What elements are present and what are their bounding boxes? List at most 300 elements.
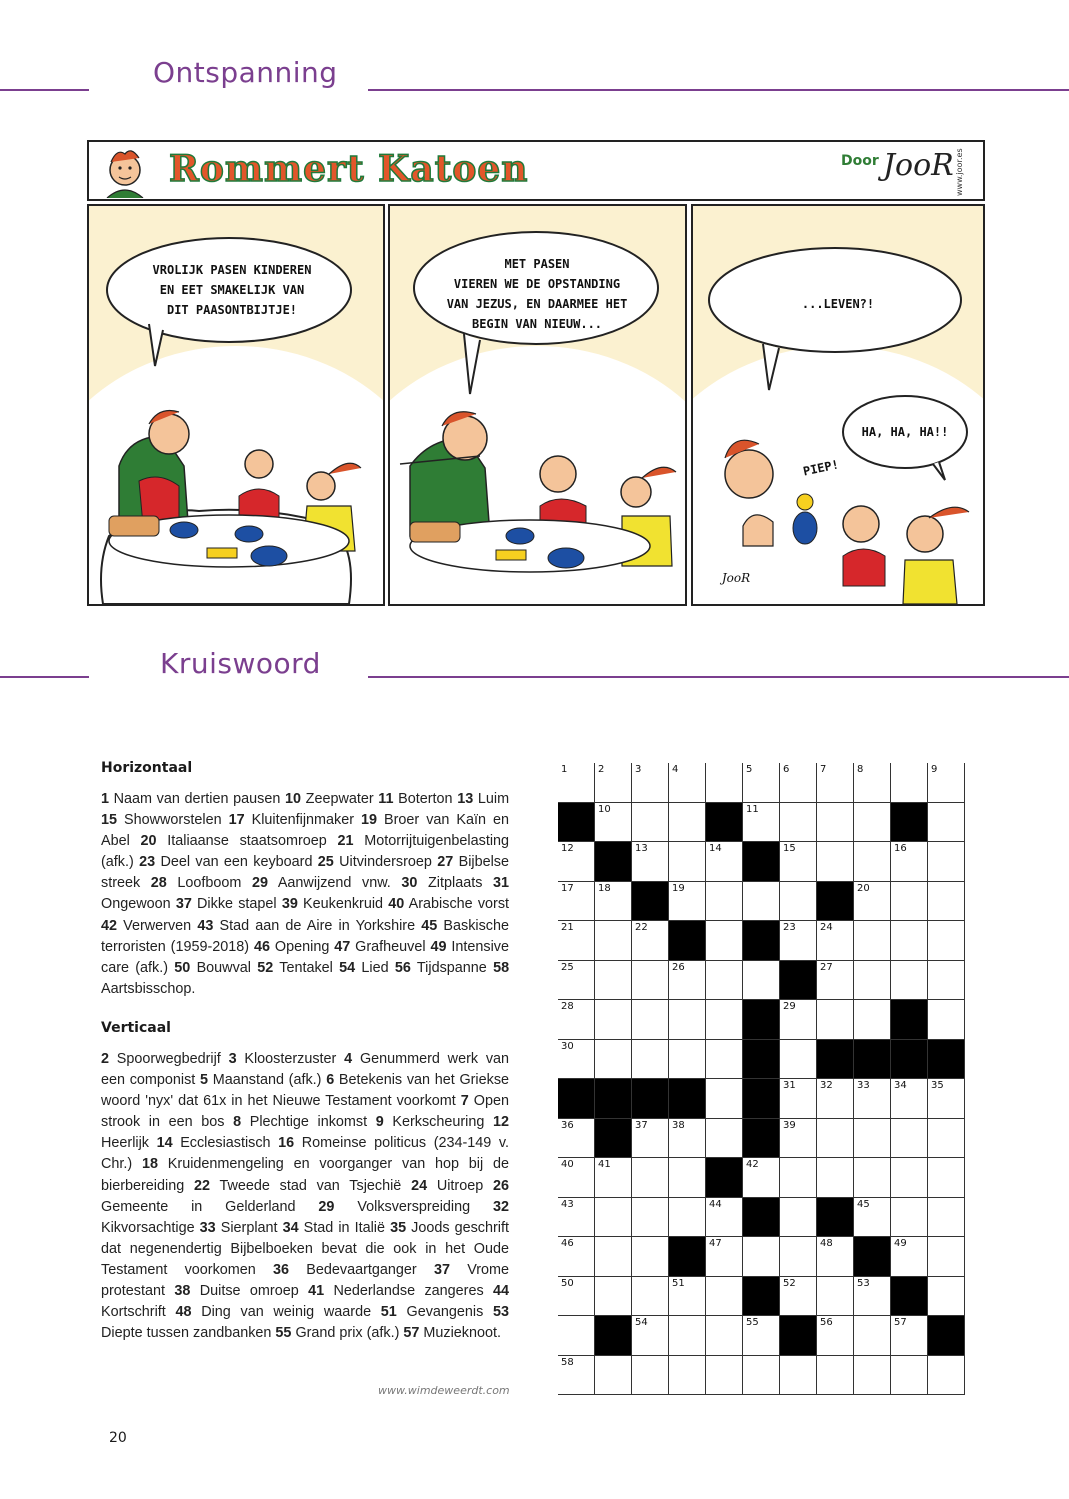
clues-vertical-title: Verticaal	[101, 1020, 171, 1036]
clue-number: 52	[257, 959, 274, 976]
crossword-cell[interactable]	[595, 1277, 632, 1317]
clue-text: Verwerven	[123, 917, 192, 934]
clue-text: Uitvindersroep	[339, 854, 432, 871]
crossword-cell[interactable]	[928, 1277, 965, 1317]
crossword-cell[interactable]	[669, 961, 706, 1001]
crossword-cell[interactable]	[817, 1119, 854, 1159]
crossword-cell[interactable]	[780, 763, 817, 803]
crossword-cell[interactable]	[891, 1237, 928, 1277]
crossword-block	[743, 1198, 780, 1238]
crossword-cell[interactable]	[780, 1277, 817, 1317]
cell-number: 4	[672, 764, 679, 775]
crossword-cell[interactable]	[743, 763, 780, 803]
crossword-cell[interactable]	[780, 842, 817, 882]
crossword-cell[interactable]	[854, 882, 891, 922]
crossword-cell[interactable]	[928, 1198, 965, 1238]
crossword-cell[interactable]	[669, 1158, 706, 1198]
crossword-cell[interactable]	[854, 1198, 891, 1238]
crossword-cell[interactable]	[669, 763, 706, 803]
comic-strip	[87, 140, 983, 604]
clue-text: Grafheuvel	[355, 938, 426, 955]
crossword-cell[interactable]	[595, 1237, 632, 1277]
crossword-cell[interactable]	[854, 1000, 891, 1040]
crossword-cell[interactable]	[854, 1158, 891, 1198]
clue-number: 25	[317, 854, 334, 871]
clue-number: 31	[493, 875, 510, 892]
cell-number: 58	[561, 1356, 574, 1368]
crossword-cell[interactable]	[595, 763, 632, 803]
page-number: 20	[109, 1430, 127, 1446]
panel-2-speech	[424, 254, 650, 334]
comic-title: Rommert Katoen	[169, 148, 529, 190]
crossword-cell[interactable]	[780, 1119, 817, 1159]
clue-text: Bijbelse streek	[101, 854, 509, 892]
cell-number: 34	[894, 1080, 907, 1091]
crossword-cell[interactable]	[558, 1040, 595, 1080]
crossword-cell[interactable]	[817, 763, 854, 803]
crossword-cell[interactable]	[891, 842, 928, 882]
crossword-block	[817, 1198, 854, 1238]
clue-text: Loofboom	[177, 875, 242, 892]
crossword-block	[595, 1079, 632, 1119]
cell-number: 44	[709, 1198, 722, 1210]
crossword-cell[interactable]	[632, 803, 669, 843]
cell-number: 6	[783, 764, 790, 775]
cell-number: 7	[820, 764, 827, 775]
crossword-cell[interactable]	[743, 961, 780, 1001]
clue-number: 34	[282, 1219, 299, 1236]
crossword-block	[595, 842, 632, 882]
cell-number: 19	[672, 882, 685, 894]
crossword-cell[interactable]	[632, 1356, 669, 1396]
crossword-cell[interactable]	[595, 803, 632, 843]
crossword-cell[interactable]	[706, 1316, 743, 1356]
crossword-cell[interactable]	[854, 1079, 891, 1119]
crossword-block	[632, 1079, 669, 1119]
speech-line: MET PASEN	[504, 257, 570, 271]
crossword-cell[interactable]	[928, 803, 965, 843]
comic-panel-1	[87, 204, 385, 606]
crossword-cell[interactable]	[817, 803, 854, 843]
clue-text: Broer van Kaïn en Abel	[101, 812, 510, 850]
crossword-cell[interactable]	[558, 1277, 595, 1317]
clue-number: 19	[361, 812, 378, 829]
crossword-cell[interactable]	[632, 921, 669, 961]
clue-number: 51	[380, 1304, 397, 1321]
clue-text: Open strook in een bos	[101, 1093, 510, 1131]
cell-number: 22	[635, 922, 648, 933]
cell-number: 56	[820, 1317, 833, 1328]
crossword-cell[interactable]	[928, 961, 965, 1001]
crossword-cell[interactable]	[632, 1119, 669, 1159]
crossword-cell[interactable]	[817, 1079, 854, 1119]
clue-number: 30	[401, 875, 418, 892]
clue-text: Grand prix (afk.)	[295, 1325, 400, 1342]
clue-text: Heerlijk	[101, 1135, 149, 1152]
crossword-cell[interactable]	[928, 842, 965, 882]
crossword-cell[interactable]	[558, 961, 595, 1001]
clue-text: Plechtige inkomst	[249, 1114, 368, 1131]
clue-text: Zitplaats	[428, 875, 483, 892]
crossword-block	[669, 921, 706, 961]
crossword-cell[interactable]	[928, 1000, 965, 1040]
crossword-cell[interactable]	[706, 1237, 743, 1277]
cell-number: 31	[783, 1080, 796, 1091]
crossword-cell[interactable]	[891, 763, 928, 803]
crossword-cell[interactable]	[669, 803, 706, 843]
cell-number: 1	[561, 764, 568, 775]
crossword-cell[interactable]	[854, 1316, 891, 1356]
cell-number: 18	[598, 882, 611, 894]
cell-number: 48	[820, 1238, 833, 1249]
cell-number: 27	[820, 961, 833, 973]
comic-author-prefix: Door	[841, 153, 879, 169]
clue-text: Intensive care (afk.)	[101, 938, 510, 976]
crossword-cell[interactable]	[595, 1356, 632, 1396]
crossword-cell[interactable]	[780, 1198, 817, 1238]
crossword-cell[interactable]	[854, 1356, 891, 1396]
cell-number: 46	[561, 1238, 574, 1249]
crossword-cell[interactable]	[743, 1237, 780, 1277]
clue-number: 5	[200, 1072, 209, 1089]
cell-number: 24	[820, 922, 833, 933]
clue-text: Kruidenmengeling en voorganger van hop bij de bierbereiding	[101, 1156, 509, 1194]
crossword-cell[interactable]	[558, 1119, 595, 1159]
clue-number: 22	[193, 1177, 210, 1194]
clue-text: Bedevaartganger	[306, 1261, 417, 1278]
crossword-cell[interactable]	[928, 921, 965, 961]
crossword-cell[interactable]	[928, 1237, 965, 1277]
crossword-cell[interactable]	[780, 803, 817, 843]
crossword-cell[interactable]	[669, 1198, 706, 1238]
clue-text: Motorrijtuigenbelasting (afk.)	[101, 833, 510, 871]
crossword-cell[interactable]	[632, 1198, 669, 1238]
clue-text: Naam van dertien pausen	[113, 791, 281, 807]
crossword-cell[interactable]	[669, 1119, 706, 1159]
clue-number: 21	[337, 833, 354, 850]
crossword-cell[interactable]	[817, 1316, 854, 1356]
crossword-cell[interactable]	[669, 882, 706, 922]
crossword-block	[891, 1277, 928, 1317]
clue-number: 57	[403, 1325, 420, 1342]
crossword-cell[interactable]	[780, 882, 817, 922]
clue-number: 56	[394, 959, 411, 976]
crossword-cell[interactable]	[891, 961, 928, 1001]
crossword-cell[interactable]	[817, 1277, 854, 1317]
crossword-cell[interactable]	[817, 921, 854, 961]
crossword-cell[interactable]	[669, 1277, 706, 1317]
clue-number: 11	[378, 791, 394, 807]
crossword-cell[interactable]	[595, 1158, 632, 1198]
clues-horizontal-title: Horizontaal	[101, 760, 193, 776]
clue-text: Tentakel	[279, 959, 333, 976]
crossword-cell[interactable]	[558, 882, 595, 922]
clue-number: 53	[493, 1304, 510, 1321]
cell-number: 37	[635, 1119, 648, 1131]
clue-number: 45	[421, 917, 438, 934]
crossword-cell[interactable]	[632, 1158, 669, 1198]
crossword-block	[928, 1040, 965, 1080]
clue-text: Dikke stapel	[197, 896, 277, 913]
section-rule-left	[0, 89, 89, 91]
crossword-cell[interactable]	[780, 1000, 817, 1040]
cell-number: 28	[561, 1001, 574, 1012]
clue-number: 15	[101, 812, 118, 829]
crossword-cell[interactable]	[854, 961, 891, 1001]
clue-number: 43	[197, 917, 214, 934]
clue-number: 6	[326, 1072, 335, 1089]
clue-text: Showworstelen	[124, 812, 222, 829]
crossword-cell[interactable]	[595, 921, 632, 961]
crossword-block	[743, 1040, 780, 1080]
crossword-cell[interactable]	[558, 842, 595, 882]
crossword-cell[interactable]	[558, 1158, 595, 1198]
clue-number: 7	[460, 1093, 469, 1110]
crossword-cell[interactable]	[595, 1040, 632, 1080]
crossword-cell[interactable]	[743, 1356, 780, 1396]
crossword-block	[743, 842, 780, 882]
clue-number: 28	[150, 875, 167, 892]
crossword-cell[interactable]	[928, 1079, 965, 1119]
clue-number: 29	[318, 1198, 335, 1215]
crossword-cell[interactable]	[595, 961, 632, 1001]
speech-line: ...LEVEN?!	[801, 297, 875, 311]
crossword-block	[743, 1277, 780, 1317]
crossword-cell[interactable]	[669, 1356, 706, 1396]
cell-number: 17	[561, 882, 574, 894]
panel-3-signature: JooR	[721, 571, 751, 585]
crossword-cell[interactable]	[928, 763, 965, 803]
section-title-kruiswoord: Kruiswoord	[160, 647, 321, 680]
clue-number: 49	[430, 938, 447, 955]
clue-text: Kortschrift	[101, 1304, 166, 1321]
crossword-cell[interactable]	[891, 882, 928, 922]
crossword-cell[interactable]	[706, 1198, 743, 1238]
crossword-cell[interactable]	[558, 921, 595, 961]
crossword-cell[interactable]	[780, 1237, 817, 1277]
crossword-cell[interactable]	[632, 961, 669, 1001]
crossword-cell[interactable]	[891, 1079, 928, 1119]
speech-line: VROLIJK PASEN KINDEREN	[152, 263, 312, 277]
clue-number: 13	[457, 791, 474, 807]
crossword-cell[interactable]	[780, 1079, 817, 1119]
crossword-cell[interactable]	[817, 1000, 854, 1040]
crossword-cell[interactable]	[632, 1277, 669, 1317]
crossword-cell[interactable]	[632, 763, 669, 803]
clue-number: 46	[254, 938, 271, 955]
crossword-cell[interactable]	[817, 961, 854, 1001]
comic-signature: JooR	[883, 148, 954, 183]
crossword-cell[interactable]	[854, 842, 891, 882]
speech-line: VAN JEZUS, EN DAARMEE HET	[446, 297, 628, 311]
cell-number: 29	[783, 1001, 796, 1012]
clue-text: Kerkscheuring	[392, 1114, 485, 1131]
crossword-cell[interactable]	[706, 1277, 743, 1317]
clue-text: Maanstand (afk.)	[212, 1072, 322, 1089]
clue-text: Kikvorsachtige	[101, 1219, 195, 1236]
crossword-cell[interactable]	[743, 882, 780, 922]
crossword-block	[891, 1000, 928, 1040]
crossword-cell[interactable]	[891, 1356, 928, 1396]
clue-number: 35	[390, 1219, 407, 1236]
clue-text: Italiaanse staatsomroep	[167, 833, 327, 850]
clue-number: 58	[493, 959, 510, 976]
clue-number: 23	[139, 854, 156, 871]
clue-text: Stad aan de Aire in Yorkshire	[219, 917, 416, 934]
crossword-cell[interactable]	[854, 921, 891, 961]
panel-3-laugh	[845, 422, 965, 442]
crossword-cell[interactable]	[706, 1079, 743, 1119]
cell-number: 14	[709, 843, 722, 854]
cell-number: 9	[931, 764, 938, 775]
crossword-cell[interactable]	[558, 1356, 595, 1396]
section-rule-right	[368, 89, 1069, 91]
crossword-cell[interactable]	[743, 803, 780, 843]
crossword-cell[interactable]	[595, 1000, 632, 1040]
crossword-cell[interactable]	[558, 1316, 595, 1356]
cell-number: 35	[931, 1080, 944, 1091]
crossword-grid[interactable]	[558, 763, 965, 1395]
crossword-cell[interactable]	[817, 1158, 854, 1198]
crossword-cell[interactable]	[706, 1119, 743, 1159]
crossword-cell[interactable]	[854, 1277, 891, 1317]
clue-number: 4	[344, 1051, 353, 1067]
crossword-cell[interactable]	[706, 961, 743, 1001]
crossword-cell[interactable]	[928, 1356, 965, 1396]
crossword-cell[interactable]	[891, 1198, 928, 1238]
crossword-cell[interactable]	[780, 1356, 817, 1396]
panel-3-illustration	[693, 206, 983, 604]
crossword-cell[interactable]	[632, 1316, 669, 1356]
cell-number: 10	[598, 803, 611, 815]
crossword-cell[interactable]	[595, 882, 632, 922]
crossword-cell[interactable]	[891, 1158, 928, 1198]
website-credit: www.wimdeweerdt.com	[378, 1384, 510, 1397]
cell-number: 32	[820, 1080, 833, 1091]
clue-text: Gemeente in Gelderland	[101, 1198, 296, 1215]
clue-text: Kluitenfijnmaker	[251, 812, 355, 829]
crossword-cell[interactable]	[891, 1119, 928, 1159]
crossword-cell[interactable]	[928, 882, 965, 922]
comic-panel-3	[691, 204, 985, 606]
crossword-block	[891, 803, 928, 843]
clues-vertical-list	[101, 1049, 509, 1344]
crossword-cell[interactable]	[669, 1040, 706, 1080]
speech-line: EN EET SMAKELIJK VAN	[159, 283, 305, 297]
crossword-cell[interactable]	[669, 1000, 706, 1040]
crossword-cell[interactable]	[595, 1198, 632, 1238]
clue-text: Romeinse politicus (234-149 v. Chr.)	[101, 1135, 510, 1173]
crossword-cell[interactable]	[854, 803, 891, 843]
crossword-cell[interactable]	[817, 1237, 854, 1277]
clue-number: 33	[199, 1219, 216, 1236]
cell-number: 38	[672, 1119, 685, 1131]
clue-text: Boterton	[398, 791, 453, 807]
crossword-cell[interactable]	[743, 1158, 780, 1198]
cell-number: 16	[894, 843, 907, 854]
crossword-cell[interactable]	[669, 842, 706, 882]
clue-text: Joods geschrift dat negenendertig Bijbelboeken bevat die ook in het Oude Testament voorkomen	[101, 1219, 509, 1278]
clue-number: 3	[228, 1051, 237, 1067]
clue-number: 44	[493, 1283, 510, 1300]
section-rule-left	[0, 676, 89, 678]
cell-number: 57	[894, 1317, 907, 1328]
crossword-cell[interactable]	[854, 763, 891, 803]
clue-number: 32	[492, 1198, 509, 1215]
panel-3-sfx: PIEP!	[801, 457, 841, 479]
crossword-cell[interactable]	[780, 921, 817, 961]
crossword-cell[interactable]	[928, 1119, 965, 1159]
character-portrait-icon	[89, 142, 159, 198]
crossword-block	[854, 1040, 891, 1080]
crossword-cell[interactable]	[706, 1040, 743, 1080]
clue-text: Sierplant	[220, 1219, 278, 1236]
crossword-cell[interactable]	[706, 763, 743, 803]
crossword-cell[interactable]	[669, 1316, 706, 1356]
crossword-block	[595, 1316, 632, 1356]
crossword-cell[interactable]	[632, 842, 669, 882]
crossword-cell[interactable]	[891, 1316, 928, 1356]
clue-number: 18	[141, 1156, 158, 1173]
cell-number: 26	[672, 961, 685, 973]
clue-text: Tijdspanne	[416, 959, 487, 976]
crossword-cell[interactable]	[891, 921, 928, 961]
section-rule-right	[368, 676, 1069, 678]
crossword-cell[interactable]	[706, 842, 743, 882]
crossword-cell[interactable]	[780, 1158, 817, 1198]
crossword-cell[interactable]	[632, 1040, 669, 1080]
comic-banner	[87, 140, 985, 201]
crossword-cell[interactable]	[632, 1237, 669, 1277]
clue-text: Duitse omroep	[199, 1283, 299, 1300]
crossword-cell[interactable]	[817, 842, 854, 882]
clue-text: Betekenis van het Griekse woord 'nyx' dat 61x in het Nieuwe Testament voorkomt	[101, 1072, 510, 1110]
clue-number: 1	[101, 791, 110, 807]
crossword-cell[interactable]	[558, 1237, 595, 1277]
crossword-cell[interactable]	[706, 921, 743, 961]
crossword-cell[interactable]	[743, 1316, 780, 1356]
crossword-cell[interactable]	[780, 1040, 817, 1080]
crossword-cell[interactable]	[706, 882, 743, 922]
crossword-cell[interactable]	[854, 1119, 891, 1159]
crossword-cell[interactable]	[706, 1000, 743, 1040]
crossword-cell[interactable]	[558, 1198, 595, 1238]
crossword-block	[706, 1158, 743, 1198]
clue-number: 40	[388, 896, 405, 913]
clue-text: Ding van weinig waarde	[201, 1304, 372, 1321]
crossword-cell[interactable]	[558, 763, 595, 803]
cell-number: 11	[746, 803, 759, 815]
cell-number: 30	[561, 1040, 574, 1052]
clue-text: Zeepwater	[305, 791, 374, 807]
clue-text: Nederlandse zangeres	[333, 1283, 484, 1300]
crossword-cell[interactable]	[632, 1000, 669, 1040]
crossword-block	[743, 1000, 780, 1040]
crossword-cell[interactable]	[558, 1000, 595, 1040]
crossword-cell[interactable]	[928, 1158, 965, 1198]
crossword-cell[interactable]	[706, 1356, 743, 1396]
cell-number: 41	[598, 1159, 611, 1170]
cell-number: 54	[635, 1317, 648, 1328]
crossword-cell[interactable]	[817, 1356, 854, 1396]
clue-text: Ongewoon	[101, 896, 171, 913]
clue-number: 55	[275, 1325, 292, 1342]
clue-text: Muzieknoot.	[423, 1325, 502, 1342]
clue-number: 12	[493, 1114, 510, 1131]
clue-text: Volksverspreiding	[357, 1198, 471, 1215]
clue-text: Lied	[361, 959, 389, 976]
clue-text: Genummerd werk van een componist	[101, 1051, 510, 1089]
